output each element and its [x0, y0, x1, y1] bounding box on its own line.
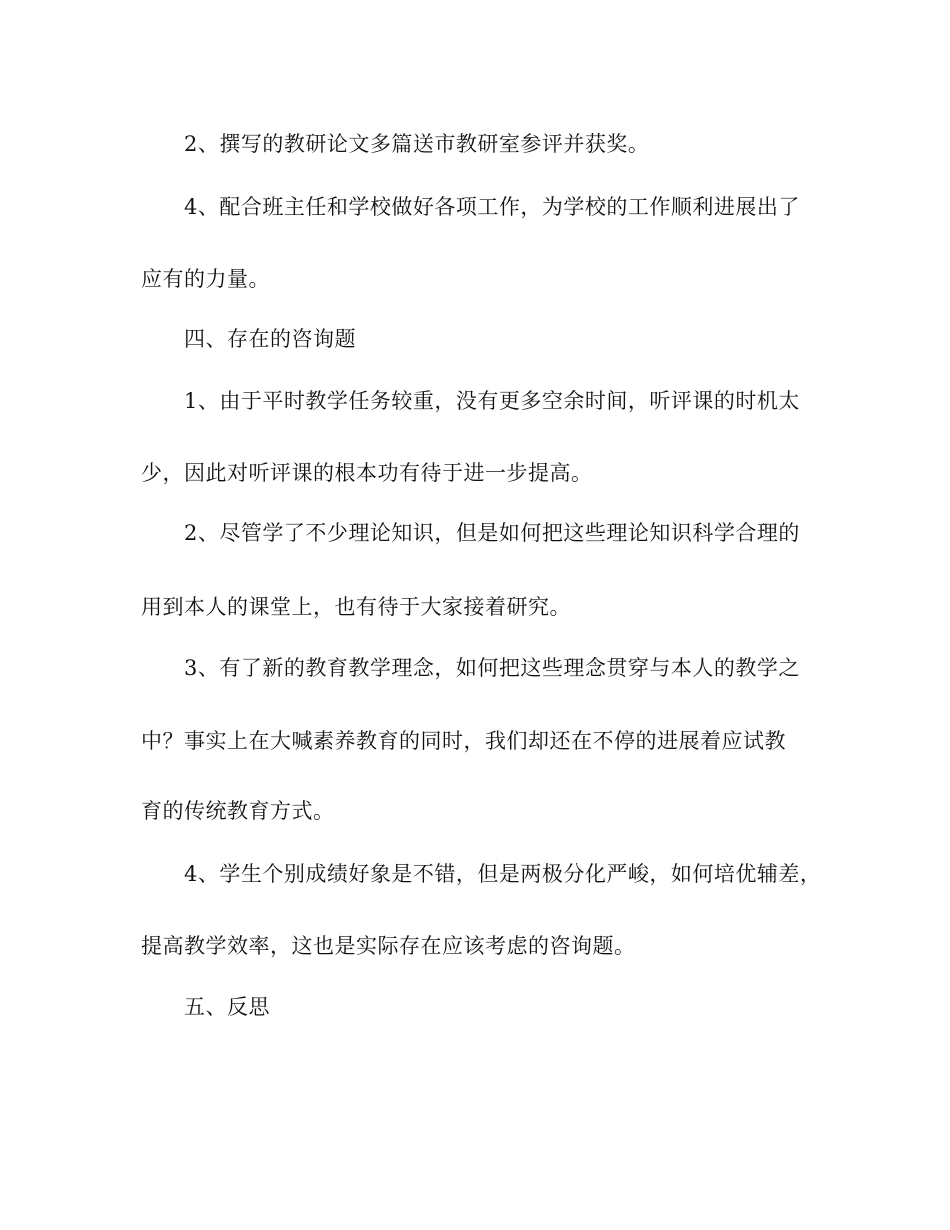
paragraph-line: 育的传统教育方式。: [141, 799, 335, 823]
section-heading: 四、存在的咨询题: [184, 327, 356, 351]
paragraph-line: 1、由于平时教学任务较重，没有更多空余时间，听评课的时机太: [184, 389, 800, 413]
paragraph-line: 少，因此对听评课的根本功有待于进一步提高。: [141, 461, 593, 485]
paragraph-line: 4、学生个别成绩好象是不错，但是两极分化严峻，如何培优辅差，: [184, 862, 822, 886]
paragraph-line: 3、有了新的教育教学理念，如何把这些理念贯穿与本人的教学之: [184, 656, 800, 680]
section-heading: 五、反思: [184, 995, 270, 1019]
paragraph-line: 2、撰写的教研论文多篇送市教研室参评并获奖。: [184, 132, 650, 156]
paragraph-line: 中？事实上在大喊素养教育的同时，我们却还在不停的进展着应试教: [141, 729, 786, 753]
paragraph-line: 应有的力量。: [141, 267, 270, 291]
paragraph-line: 用到本人的课堂上，也有待于大家接着研究。: [141, 595, 571, 619]
paragraph-line: 2、尽管学了不少理论知识，但是如何把这些理论知识科学合理的: [184, 521, 800, 545]
paragraph-line: 4、配合班主任和学校做好各项工作，为学校的工作顺利进展出了: [184, 195, 800, 219]
paragraph-line: 提高教学效率，这也是实际存在应该考虑的咨询题。: [141, 934, 636, 958]
